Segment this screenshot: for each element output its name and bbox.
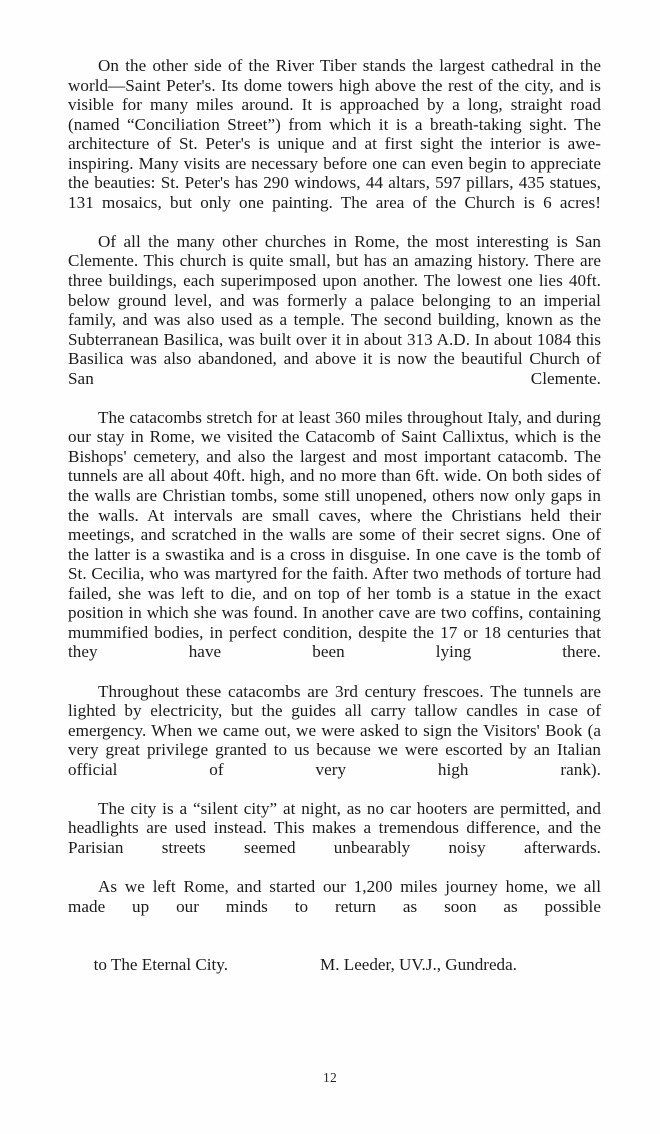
author-attribution: M. Leeder, UV.J., Gundreda. [320,955,517,975]
paragraph-4: Throughout these catacombs are 3rd century frescoes. The tunnels are lighted by electricity, but the guides all carry tallow candles in case of emergency. When we came out, we were asked to sign the Visitors' Book (a very great privilege granted to us because we were escorted by an Italian official of very high rank). [68,681,601,779]
page-number: 12 [322,1070,338,1085]
paragraph-3: The catacombs stretch for at least 360 miles throughout Italy, and during our stay in Rome, we visited the Catacomb of Saint Callixtus, which is the Bishops' cemetery, and also the largest and most important catacomb. The tunnels are all about 40ft. high, and no more than 6ft. wide. On both sides of the walls are Christian tombs, some still unopened, others now only gaps in the walls. At intervals are small caves, where the Christians held their meetings, and scratched in the walls are some of their secret signs. One of the latter is a swastika and is a cross in disguise. In one cave is the tomb of St. Cecilia, who was martyred for the faith. After two methods of torture had failed, she was left to die, and on top of her tomb is a statue in the exact position in which she was found. In another cave are two coffins, containing mummified bodies, in perfect condition, despite the 17 or 18 centuries that they have been lying there. [68,407,601,662]
closing-and-attribution-line [68,936,601,995]
closing-line-text: to The Eternal City. [93,955,228,975]
paragraph-2: Of all the many other churches in Rome, the most interesting is San Clemente. This church is quite small, but has an amazing history. There are three buildings, each superimposed upon another. The lowest one lies 40ft. below ground level, and was formerly a palace belonging to an imperial family, and was also used as a temple. The second building, known as the Subterranean Basilica, was built over it in about 313 A.D. In about 1084 this Basilica was also abandoned, and above it is now the beautiful Church of San Clemente. [68,231,601,388]
article-body [68,56,601,994]
paragraph-5: The city is a “silent city” at night, as no car hooters are permitted, and headlights are used instead. This makes a tremendous difference, and the Parisian streets seemed unbearably noisy afterwards. [68,798,601,857]
paragraph-1: On the other side of the River Tiber stands the largest cathedral in the world—Saint Peter's. Its dome towers high above the rest of the city, and is visible for many miles around. It is approached by a long, straight road (named “Conciliation Street”) from which it is a breath-taking sight. The architecture of St. Peter's is unique and at first sight the interior is awe-inspiring. Many visits are necessary before one can even begin to appreciate the beauties: St. Peter's has 290 windows, 44 altars, 597 pillars, 435 statues, 131 mosaics, but only one painting. The area of the Church is 6 acres! [68,56,601,212]
closing-paragraph: As we left Rome, and started our 1,200 miles journey home, we all made up our minds to return as soon as possible [68,876,601,916]
